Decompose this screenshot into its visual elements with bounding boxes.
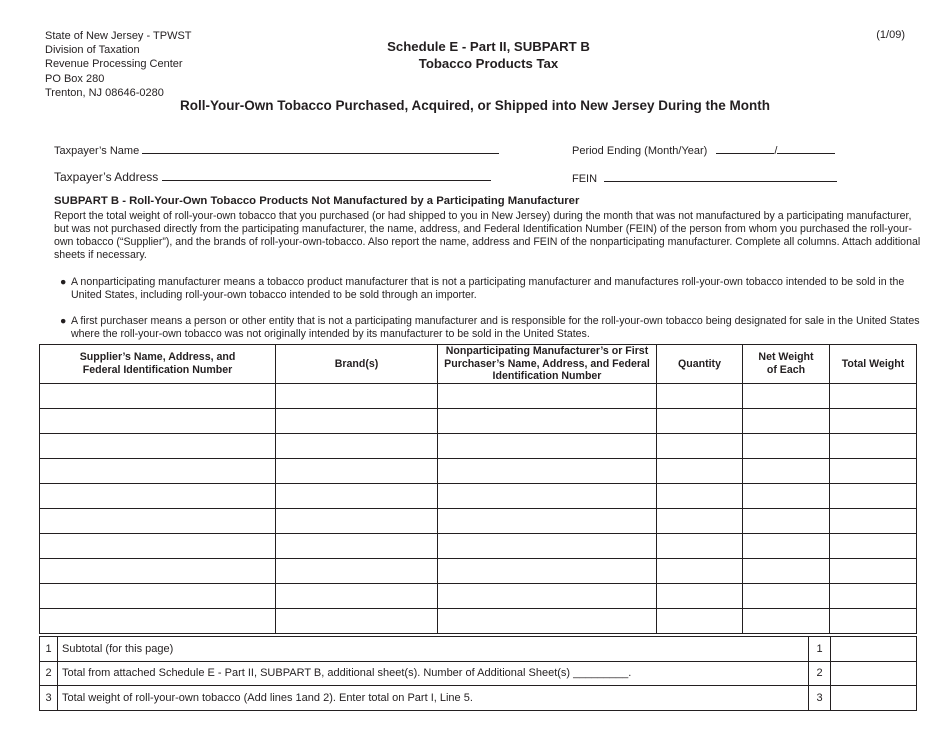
taxpayer-address-field[interactable]	[54, 170, 491, 184]
total-weight-amount-cell[interactable]	[831, 686, 917, 711]
manufacturer-cell[interactable]	[438, 458, 657, 483]
quantity-cell[interactable]	[657, 558, 743, 583]
brand-cell[interactable]	[276, 533, 438, 558]
supplier-cell[interactable]	[40, 583, 276, 608]
supplier-cell[interactable]	[40, 383, 276, 408]
net-weight-cell[interactable]	[743, 533, 830, 558]
totals-row	[40, 686, 917, 711]
line-label: Total from attached Schedule E - Part II, SUBPART B, additional sheet(s). Number of Additional Sheet(s) _________.	[58, 661, 809, 686]
brand-cell[interactable]	[276, 433, 438, 458]
supplier-cell[interactable]	[40, 533, 276, 558]
additional-sheets-amount-cell[interactable]	[831, 661, 917, 686]
bullet-icon: ●	[60, 315, 67, 327]
line-ref: 1	[809, 637, 831, 662]
agency-line: Trenton, NJ 08646-0280	[45, 86, 164, 99]
table-row	[40, 558, 917, 583]
quantity-cell[interactable]	[657, 408, 743, 433]
supplier-cell[interactable]	[40, 508, 276, 533]
agency-address	[45, 29, 192, 100]
manufacturer-cell[interactable]	[438, 608, 657, 633]
taxpayer-name-field[interactable]	[54, 143, 499, 157]
manufacturer-cell[interactable]	[438, 558, 657, 583]
total-weight-cell[interactable]	[830, 483, 917, 508]
supplier-cell[interactable]	[40, 458, 276, 483]
supplier-cell[interactable]	[40, 558, 276, 583]
col-header-total-weight: Total Weight	[830, 345, 917, 384]
table-row	[40, 383, 917, 408]
fein-label: FEIN	[572, 173, 598, 185]
brand-cell[interactable]	[276, 483, 438, 508]
col-header-net-weight: Net Weight of Each	[743, 345, 830, 384]
line-number: 2	[40, 661, 58, 686]
line-label: Total weight of roll-your-own tobacco (Add lines 1and 2). Enter total on Part I, Line 5.	[58, 686, 809, 711]
form-title	[330, 38, 647, 72]
net-weight-cell[interactable]	[743, 483, 830, 508]
table-row	[40, 458, 917, 483]
line-ref: 3	[809, 686, 831, 711]
period-separator: /	[774, 145, 778, 157]
quantity-cell[interactable]	[657, 508, 743, 533]
revision-date: (1/09)	[876, 29, 905, 41]
totals-table	[39, 636, 917, 711]
instructions-paragraph: Report the total weight of roll-your-own tobacco that you purchased (or had shipped to you in New Jersey) during the month that was not manufactured by a participating manufacturer, but was not purchased directly from the participating manufacturer, the name, address, and Federal Identification Number (FEIN) of the person from whom you purchased the roll-your-own tobacco (“Supplier”), and the brands of roll-your-own-tobacco. Also report the name, address and FEIN of the nonparticipating manufacturer. Complete all columns. Attach additional sheets if necessary.	[54, 210, 921, 261]
brand-cell[interactable]	[276, 383, 438, 408]
col-header-manufacturer: Nonparticipating Manufacturer’s or First Purchaser’s Name, Address, and Federal Identification Number	[438, 345, 657, 384]
line-label: Subtotal (for this page)	[58, 637, 809, 662]
bullet-item	[60, 315, 925, 341]
period-year-line[interactable]	[777, 143, 835, 154]
quantity-cell[interactable]	[657, 458, 743, 483]
table-row	[40, 508, 917, 533]
brand-cell[interactable]	[276, 508, 438, 533]
purchase-table	[39, 344, 917, 634]
line-ref: 2	[809, 661, 831, 686]
bullet-item	[60, 276, 925, 302]
subpart-heading: SUBPART B - Roll-Your-Own Tobacco Products Not Manufactured by a Participating Manufacturer	[54, 195, 580, 207]
period-ending-label: Period Ending (Month/Year)	[572, 145, 708, 157]
net-weight-cell[interactable]	[743, 583, 830, 608]
total-weight-cell[interactable]	[830, 433, 917, 458]
supplier-cell[interactable]	[40, 408, 276, 433]
supplier-cell[interactable]	[40, 608, 276, 633]
taxpayer-address-line[interactable]	[162, 170, 491, 181]
manufacturer-cell[interactable]	[438, 483, 657, 508]
col-header-quantity: Quantity	[657, 345, 743, 384]
manufacturer-cell[interactable]	[438, 408, 657, 433]
taxpayer-address-label: Taxpayer’s Address	[54, 170, 159, 184]
table-body	[40, 383, 917, 633]
schedule-title: Schedule E - Part II, SUBPART B	[387, 39, 590, 54]
agency-line: Division of Taxation	[45, 44, 140, 57]
bullet-text: A nonparticipating manufacturer means a tobacco product manufacturer that is not a participating manufacturer and manufactures roll-your-own tobacco intended to be sold in the United States, including roll-your-own tobacco intended to be sold through an importer.	[71, 276, 905, 301]
totals-row	[40, 661, 917, 686]
manufacturer-cell[interactable]	[438, 533, 657, 558]
manufacturer-cell[interactable]	[438, 383, 657, 408]
net-weight-cell[interactable]	[743, 608, 830, 633]
quantity-cell[interactable]	[657, 583, 743, 608]
brand-cell[interactable]	[276, 583, 438, 608]
table-row	[40, 433, 917, 458]
net-weight-cell[interactable]	[743, 408, 830, 433]
table-header-row	[40, 345, 917, 384]
fein-field[interactable]	[572, 171, 837, 185]
table-row	[40, 583, 917, 608]
manufacturer-cell[interactable]	[438, 508, 657, 533]
table-row	[40, 608, 917, 633]
manufacturer-cell[interactable]	[438, 433, 657, 458]
brand-cell[interactable]	[276, 458, 438, 483]
taxpayer-name-label: Taxpayer’s Name	[54, 145, 140, 157]
table-row	[40, 483, 917, 508]
table-row	[40, 533, 917, 558]
quantity-cell[interactable]	[657, 533, 743, 558]
total-weight-cell[interactable]	[830, 383, 917, 408]
period-month-line[interactable]	[716, 143, 774, 154]
bullet-text: A first purchaser means a person or other entity that is not a participating manufacturer and is responsible for the roll-your-own tobacco being designated for sale in the United States where the roll-your-own tobacco was not originally intended by its manufacturer to be sold in the United States.	[71, 315, 920, 340]
quantity-cell[interactable]	[657, 383, 743, 408]
taxpayer-name-line[interactable]	[142, 143, 499, 154]
total-weight-cell[interactable]	[830, 558, 917, 583]
total-weight-cell[interactable]	[830, 458, 917, 483]
subtotal-amount-cell[interactable]	[831, 637, 917, 662]
agency-line: PO Box 280	[45, 72, 105, 85]
manufacturer-cell[interactable]	[438, 583, 657, 608]
bullet-icon: ●	[60, 276, 67, 288]
total-weight-cell[interactable]	[830, 408, 917, 433]
total-weight-cell[interactable]	[830, 583, 917, 608]
brand-cell[interactable]	[276, 608, 438, 633]
tax-title: Tobacco Products Tax	[418, 56, 559, 71]
col-header-brands: Brand(s)	[276, 345, 438, 384]
page-subtitle: Roll-Your-Own Tobacco Purchased, Acquired, or Shipped into New Jersey During the Month	[179, 98, 771, 113]
net-weight-cell[interactable]	[743, 458, 830, 483]
net-weight-cell[interactable]	[743, 383, 830, 408]
agency-line: State of New Jersey - TPWST	[45, 30, 192, 42]
total-weight-cell[interactable]	[830, 508, 917, 533]
brand-cell[interactable]	[276, 558, 438, 583]
col-header-supplier: Supplier’s Name, Address, and Federal Identification Number	[40, 345, 276, 384]
table-row	[40, 408, 917, 433]
totals-row	[40, 637, 917, 662]
line-number: 1	[40, 637, 58, 662]
agency-line: Revenue Processing Center	[45, 58, 183, 71]
quantity-cell[interactable]	[657, 608, 743, 633]
total-weight-cell[interactable]	[830, 608, 917, 633]
quantity-cell[interactable]	[657, 433, 743, 458]
brand-cell[interactable]	[276, 408, 438, 433]
net-weight-cell[interactable]	[743, 508, 830, 533]
fein-line[interactable]	[604, 171, 837, 182]
supplier-cell[interactable]	[40, 483, 276, 508]
net-weight-cell[interactable]	[743, 558, 830, 583]
period-ending-field[interactable]	[572, 143, 835, 157]
quantity-cell[interactable]	[657, 483, 743, 508]
line-number: 3	[40, 686, 58, 711]
net-weight-cell[interactable]	[743, 433, 830, 458]
total-weight-cell[interactable]	[830, 533, 917, 558]
supplier-cell[interactable]	[40, 433, 276, 458]
